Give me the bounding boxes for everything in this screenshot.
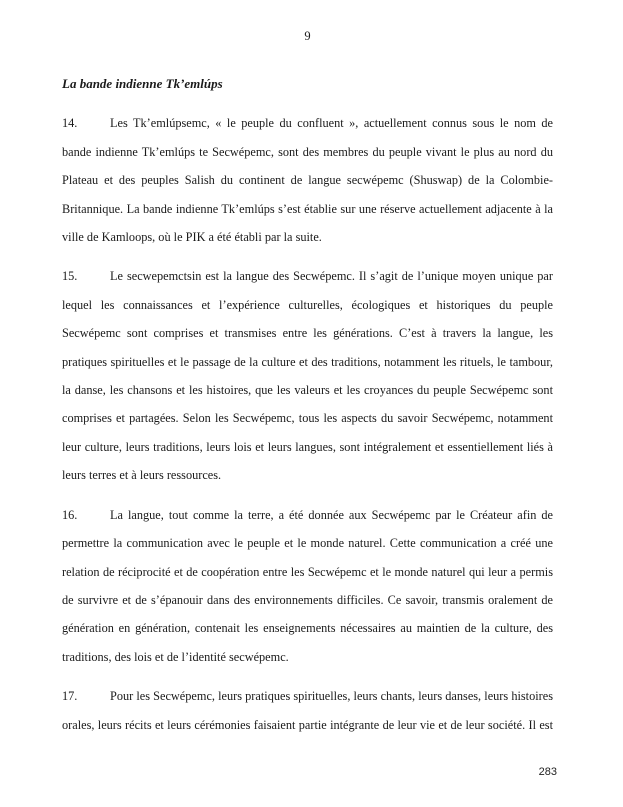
paragraph-text: La langue, tout comme la terre, a été donnée aux Secwépemc par le Créateur afin de permettre la communication avec le peuple et le monde naturel. Cette communication a créé une relation de réciprocité et de coopération entre les Secwépemc et le monde naturel qui leur a permis de survivre et de s’épanouir dans des environnements difficiles. Ce savoir, transmis oralement de génération en génération, contenait les enseignements nécessaires au maintien de la culture, des traditions, des lois et de l’identité secwépemc. — [62, 507, 553, 664]
paragraph-15 — [62, 262, 553, 489]
paragraph-number: 16. — [62, 507, 78, 522]
paragraph-number: 17. — [62, 689, 78, 704]
paragraph-number: 15. — [62, 269, 78, 284]
paragraph-17 — [62, 682, 553, 739]
paragraph-number: 14. — [62, 116, 78, 131]
paragraph-16 — [62, 501, 553, 671]
paragraph-text: Pour les Secwépemc, leurs pratiques spirituelles, leurs chants, leurs danses, leurs histoires orales, leurs récits et leurs cérémonies faisaient partie intégrante de leur vie et de leur société. Il est — [62, 689, 553, 732]
paragraph-14 — [62, 109, 553, 251]
paragraph-text: Les Tk’emlúpsemc, « le peuple du confluent », actuellement connus sous le nom de bande indienne Tk’emlúps te Secwépemc, sont des membres du peuple vivant le plus au nord du Plateau et des peuples Salish du continent de langue secwépemc (Shuswap) de la Colombie-Britannique. La bande indienne Tk’emlúps s’est établie sur une réserve actuellement adjacente à la ville de Kamloops, où le PIK a été établi par la suite. — [62, 116, 553, 245]
page-number-top: 9 — [304, 29, 311, 43]
section-heading: La bande indienne Tk’emlúps — [62, 76, 223, 91]
bates-page-number: 283 — [538, 766, 557, 778]
paragraph-text: Le secwepemctsin est la langue des Secwépemc. Il s’agit de l’unique moyen unique par lequel les connaissances et l’expérience culturelles, écologiques et historiques du peuple Secwépemc sont comprises et transmises entre les générations. C’est à travers la langue, les pratiques spirituelles et le passage de la culture et des traditions, notamment les rituels, le tambour, la danse, les chansons et les histoires, que les valeurs et les croyances du peuple Secwépemc sont comprises et partagées. Selon les Secwépemc, tous les aspects du savoir Secwépemc, notamment leur culture, leurs traditions, leurs lois et leurs langues, sont intégralement et essentiellement liés à leurs terres et à leurs ressources. — [62, 269, 553, 483]
